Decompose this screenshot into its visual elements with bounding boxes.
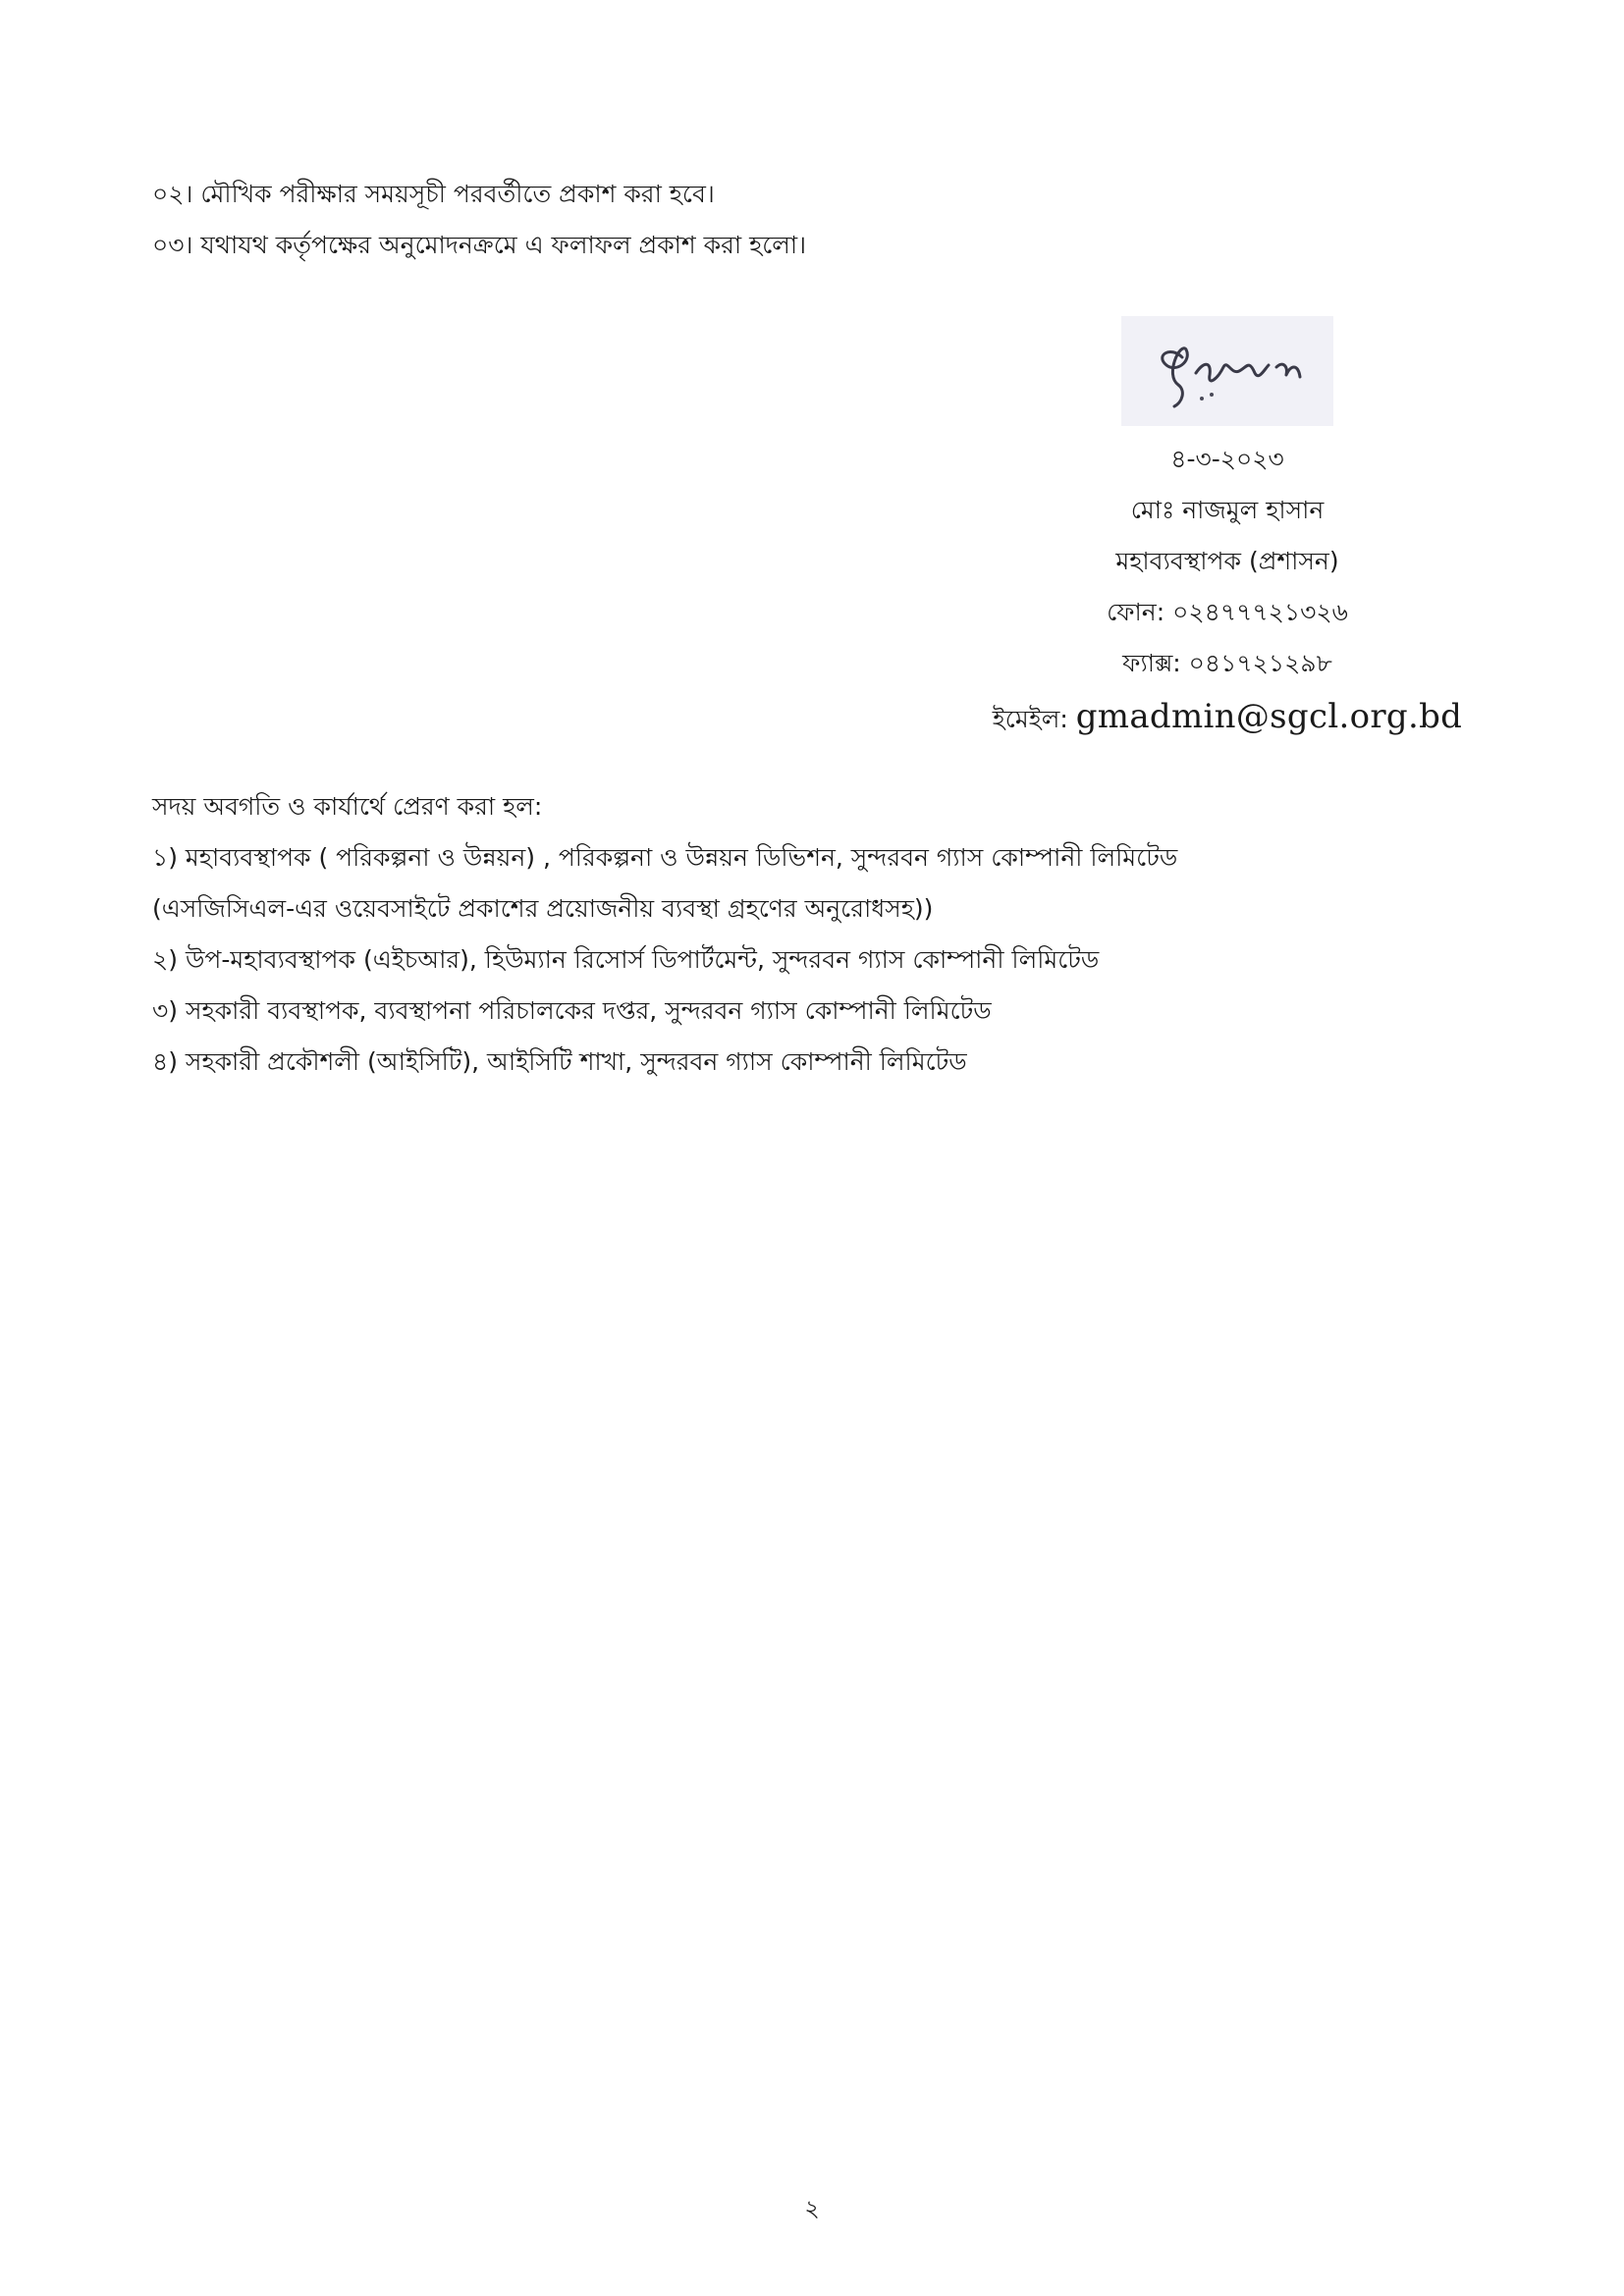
email-address: gmadmin@sgcl.org.bd <box>1075 697 1463 736</box>
signatory-designation: মহাব্যবস্থাপক (প্রশাসন) <box>1115 547 1339 575</box>
distribution-item: (এসজিসিএল-এর ওয়েবসাইটে প্রকাশের প্রয়োজনীয় ব্যবস্থা গ্রহণের অনুরোধসহ)) <box>152 894 934 923</box>
note-item: ০৩। যথাযথ কর্তৃপক্ষের অনুমোদনক্রমে এ ফলাফল প্রকাশ করা হলো। <box>152 231 807 259</box>
distribution-item: ২) উপ-মহাব্যবস্থাপক (এইচআর), হিউম্যান রিসোর্স ডিপার্টমেন্ট, সুন্দরবন গ্যাস কোম্পানী লিমিটেড <box>152 945 1100 974</box>
page-number: ২ <box>804 2195 820 2222</box>
signatory-phone: ফোন: ০২৪৭৭৭২১৩২৬ <box>1107 598 1348 626</box>
signatory-email <box>952 689 1502 747</box>
distribution-intro: সদয় অবগতি ও কার্যার্থে প্রেরণ করা হল: <box>152 792 543 821</box>
email-label: ইমেইল: <box>992 705 1068 733</box>
note-item: ০২। মৌখিক পরীক্ষার সময়সূচী পরবর্তীতে প্রকাশ করা হবে। <box>152 180 715 208</box>
distribution-item: ১) মহাব্যবস্থাপক ( পরিকল্পনা ও উন্নয়ন) , পরিকল্পনা ও উন্নয়ন ডিভিশন, সুন্দরবন গ্যাস কোম্পানী লিমিটেড <box>152 843 1178 872</box>
signatory-name: মোঃ নাজমুল হাসান <box>1130 496 1325 524</box>
distribution-item: ৩) সহকারী ব্যবস্থাপক, ব্যবস্থাপনা পরিচালকের দপ্তর, সুন্দরবন গ্যাস কোম্পানী লিমিটেড <box>152 996 992 1025</box>
distribution-list <box>152 781 1527 1088</box>
signature-block <box>952 316 1502 747</box>
signature-date: ৪-৩-২০২৩ <box>1170 445 1284 473</box>
notes-section <box>152 169 1478 271</box>
signatory-fax: ফ্যাক্স: ০৪১৭২১২৯৮ <box>1122 649 1332 677</box>
signature-image <box>1121 316 1333 426</box>
distribution-item: ৪) সহকারী প্রকৌশলী (আইসিটি), আইসিটি শাখা, সুন্দরবন গ্যাস কোম্পানী লিমিটেড <box>152 1047 967 1076</box>
